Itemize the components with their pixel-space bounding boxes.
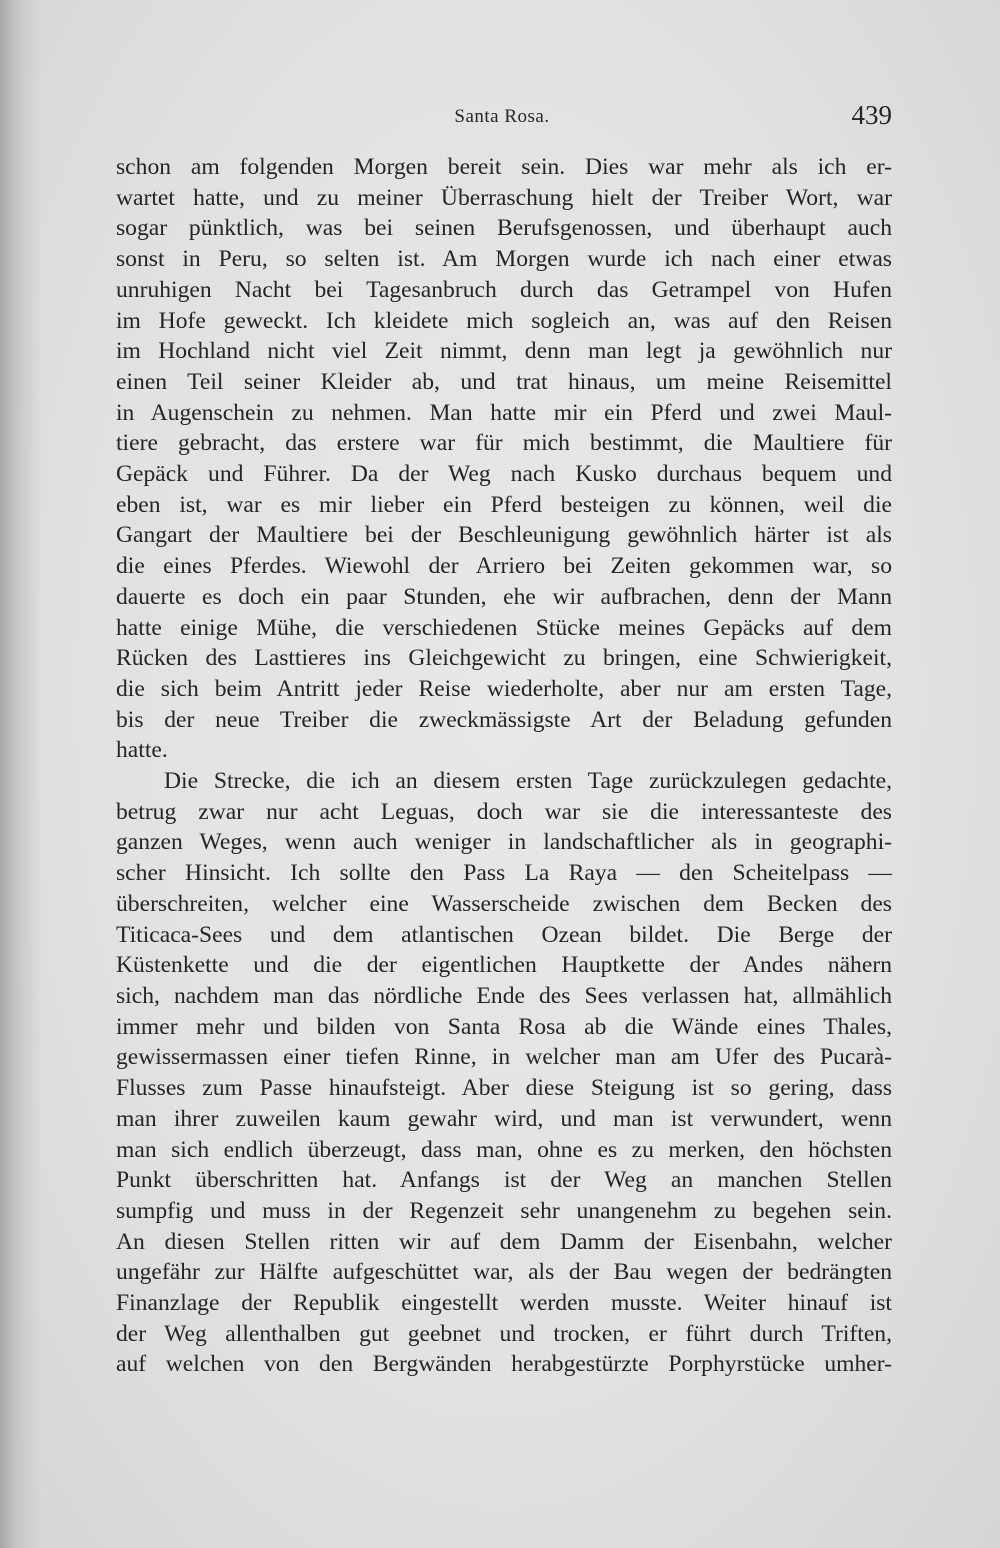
body-text <box>116 152 892 1380</box>
text-line: immer mehr und bilden von Santa Rosa ab die Wände eines Thales, <box>116 1013 892 1040</box>
text-line: Titicaca-Sees und dem atlantischen Ozean bildet. Die Berge der <box>116 921 892 948</box>
binding-gutter-shadow <box>0 0 42 1548</box>
page-header <box>112 100 892 140</box>
text-line: die sich beim Antritt jeder Reise wiederholte, aber nur am ersten Tage, <box>116 675 892 702</box>
text-line: ganzen Weges, wenn auch weniger in landschaftlicher als in geographi- <box>116 829 892 856</box>
text-line: Gangart der Maultiere bei der Beschleunigung gewöhnlich härter ist als <box>116 522 892 549</box>
text-line: Rücken des Lasttieres ins Gleichgewicht zu bringen, eine Schwierigkeit, <box>116 645 892 672</box>
text-line: einen Teil seiner Kleider ab, und trat hinaus, um meine Reisemittel <box>116 368 892 395</box>
text-line: wartet hatte, und zu meiner Überraschung hielt der Treiber Wort, war <box>116 184 892 211</box>
text-line: sogar pünktlich, was bei seinen Berufsgenossen, und überhaupt auch <box>116 215 892 242</box>
text-line: betrug zwar nur acht Leguas, doch war sie die interessanteste des <box>116 798 892 825</box>
text-line: Küstenkette und die der eigentlichen Hauptkette der Andes nähern <box>116 952 892 979</box>
text-line: tiere gebracht, das erstere war für mich bestimmt, die Maultiere für <box>116 430 892 457</box>
text-line: im Hochland nicht viel Zeit nimmt, denn man legt ja gewöhnlich nur <box>116 338 892 365</box>
text-line: eben ist, war es mir lieber ein Pferd besteigen zu können, weil die <box>116 491 892 518</box>
text-line: scher Hinsicht. Ich sollte den Pass La Raya — den Scheitelpass — <box>116 860 892 887</box>
text-line: ungefähr zur Hälfte aufgeschüttet war, als der Bau wegen der bedrängten <box>116 1259 892 1286</box>
text-line: Punkt überschritten hat. Anfangs ist der Weg an manchen Stellen <box>116 1167 892 1194</box>
text-line: auf welchen von den Bergwänden herabgestürzte Porphyrstücke umher- <box>116 1351 892 1378</box>
text-line: sonst in Peru, so selten ist. Am Morgen wurde ich nach einer etwas <box>116 246 892 273</box>
running-title: Santa Rosa. <box>454 106 550 127</box>
text-line: Flusses zum Passe hinaufsteigt. Aber diese Steigung ist so gering, dass <box>116 1075 892 1102</box>
text-line: überschreiten, welcher eine Wasserscheide zwischen dem Becken des <box>116 890 892 917</box>
text-line: man sich endlich überzeugt, dass man, ohne es zu merken, den höchsten <box>116 1136 892 1163</box>
text-line: die eines Pferdes. Wiewohl der Arriero bei Zeiten gekommen war, so <box>116 553 892 580</box>
text-line: Die Strecke, die ich an diesem ersten Tage zurückzulegen gedachte, <box>164 768 892 795</box>
paragraph <box>116 766 892 1380</box>
text-line: schon am folgenden Morgen bereit sein. Dies war mehr als ich er- <box>116 154 892 180</box>
text-line: sumpfig und muss in der Regenzeit sehr unangenehm zu begehen sein. <box>116 1197 892 1224</box>
text-line: man ihrer zuweilen kaum gewahr wird, und man ist verwundert, wenn <box>116 1105 892 1132</box>
text-line: hatte einige Mühe, die verschiedenen Stücke meines Gepäcks auf dem <box>116 614 892 641</box>
text-line: sich, nachdem man das nördliche Ende des Sees verlassen hat, allmählich <box>116 982 892 1009</box>
text-line: der Weg allenthalben gut geebnet und trocken, er führt durch Triften, <box>116 1320 892 1347</box>
text-line: hatte. <box>116 737 168 764</box>
paragraph <box>116 152 892 766</box>
page-number: 439 <box>851 100 892 130</box>
text-line: unruhigen Nacht bei Tagesanbruch durch das Getrampel von Hufen <box>116 276 892 303</box>
text-line: in Augenschein zu nehmen. Man hatte mir ein Pferd und zwei Maul- <box>116 399 892 426</box>
text-line: Gepäck und Führer. Da der Weg nach Kusko durchaus bequem und <box>116 461 892 488</box>
text-line: dauerte es doch ein paar Stunden, ehe wir aufbrachen, denn der Mann <box>116 583 892 610</box>
text-line: Finanzlage der Republik eingestellt werden musste. Weiter hinauf ist <box>116 1290 892 1317</box>
text-line: gewissermassen einer tiefen Rinne, in welcher man am Ufer des Pucarà- <box>116 1044 892 1071</box>
text-line: bis der neue Treiber die zweckmässigste Art der Beladung gefunden <box>116 706 892 733</box>
text-line: An diesen Stellen ritten wir auf dem Damm der Eisenbahn, welcher <box>116 1228 892 1255</box>
text-line: im Hofe geweckt. Ich kleidete mich sogleich an, was auf den Reisen <box>116 307 892 334</box>
